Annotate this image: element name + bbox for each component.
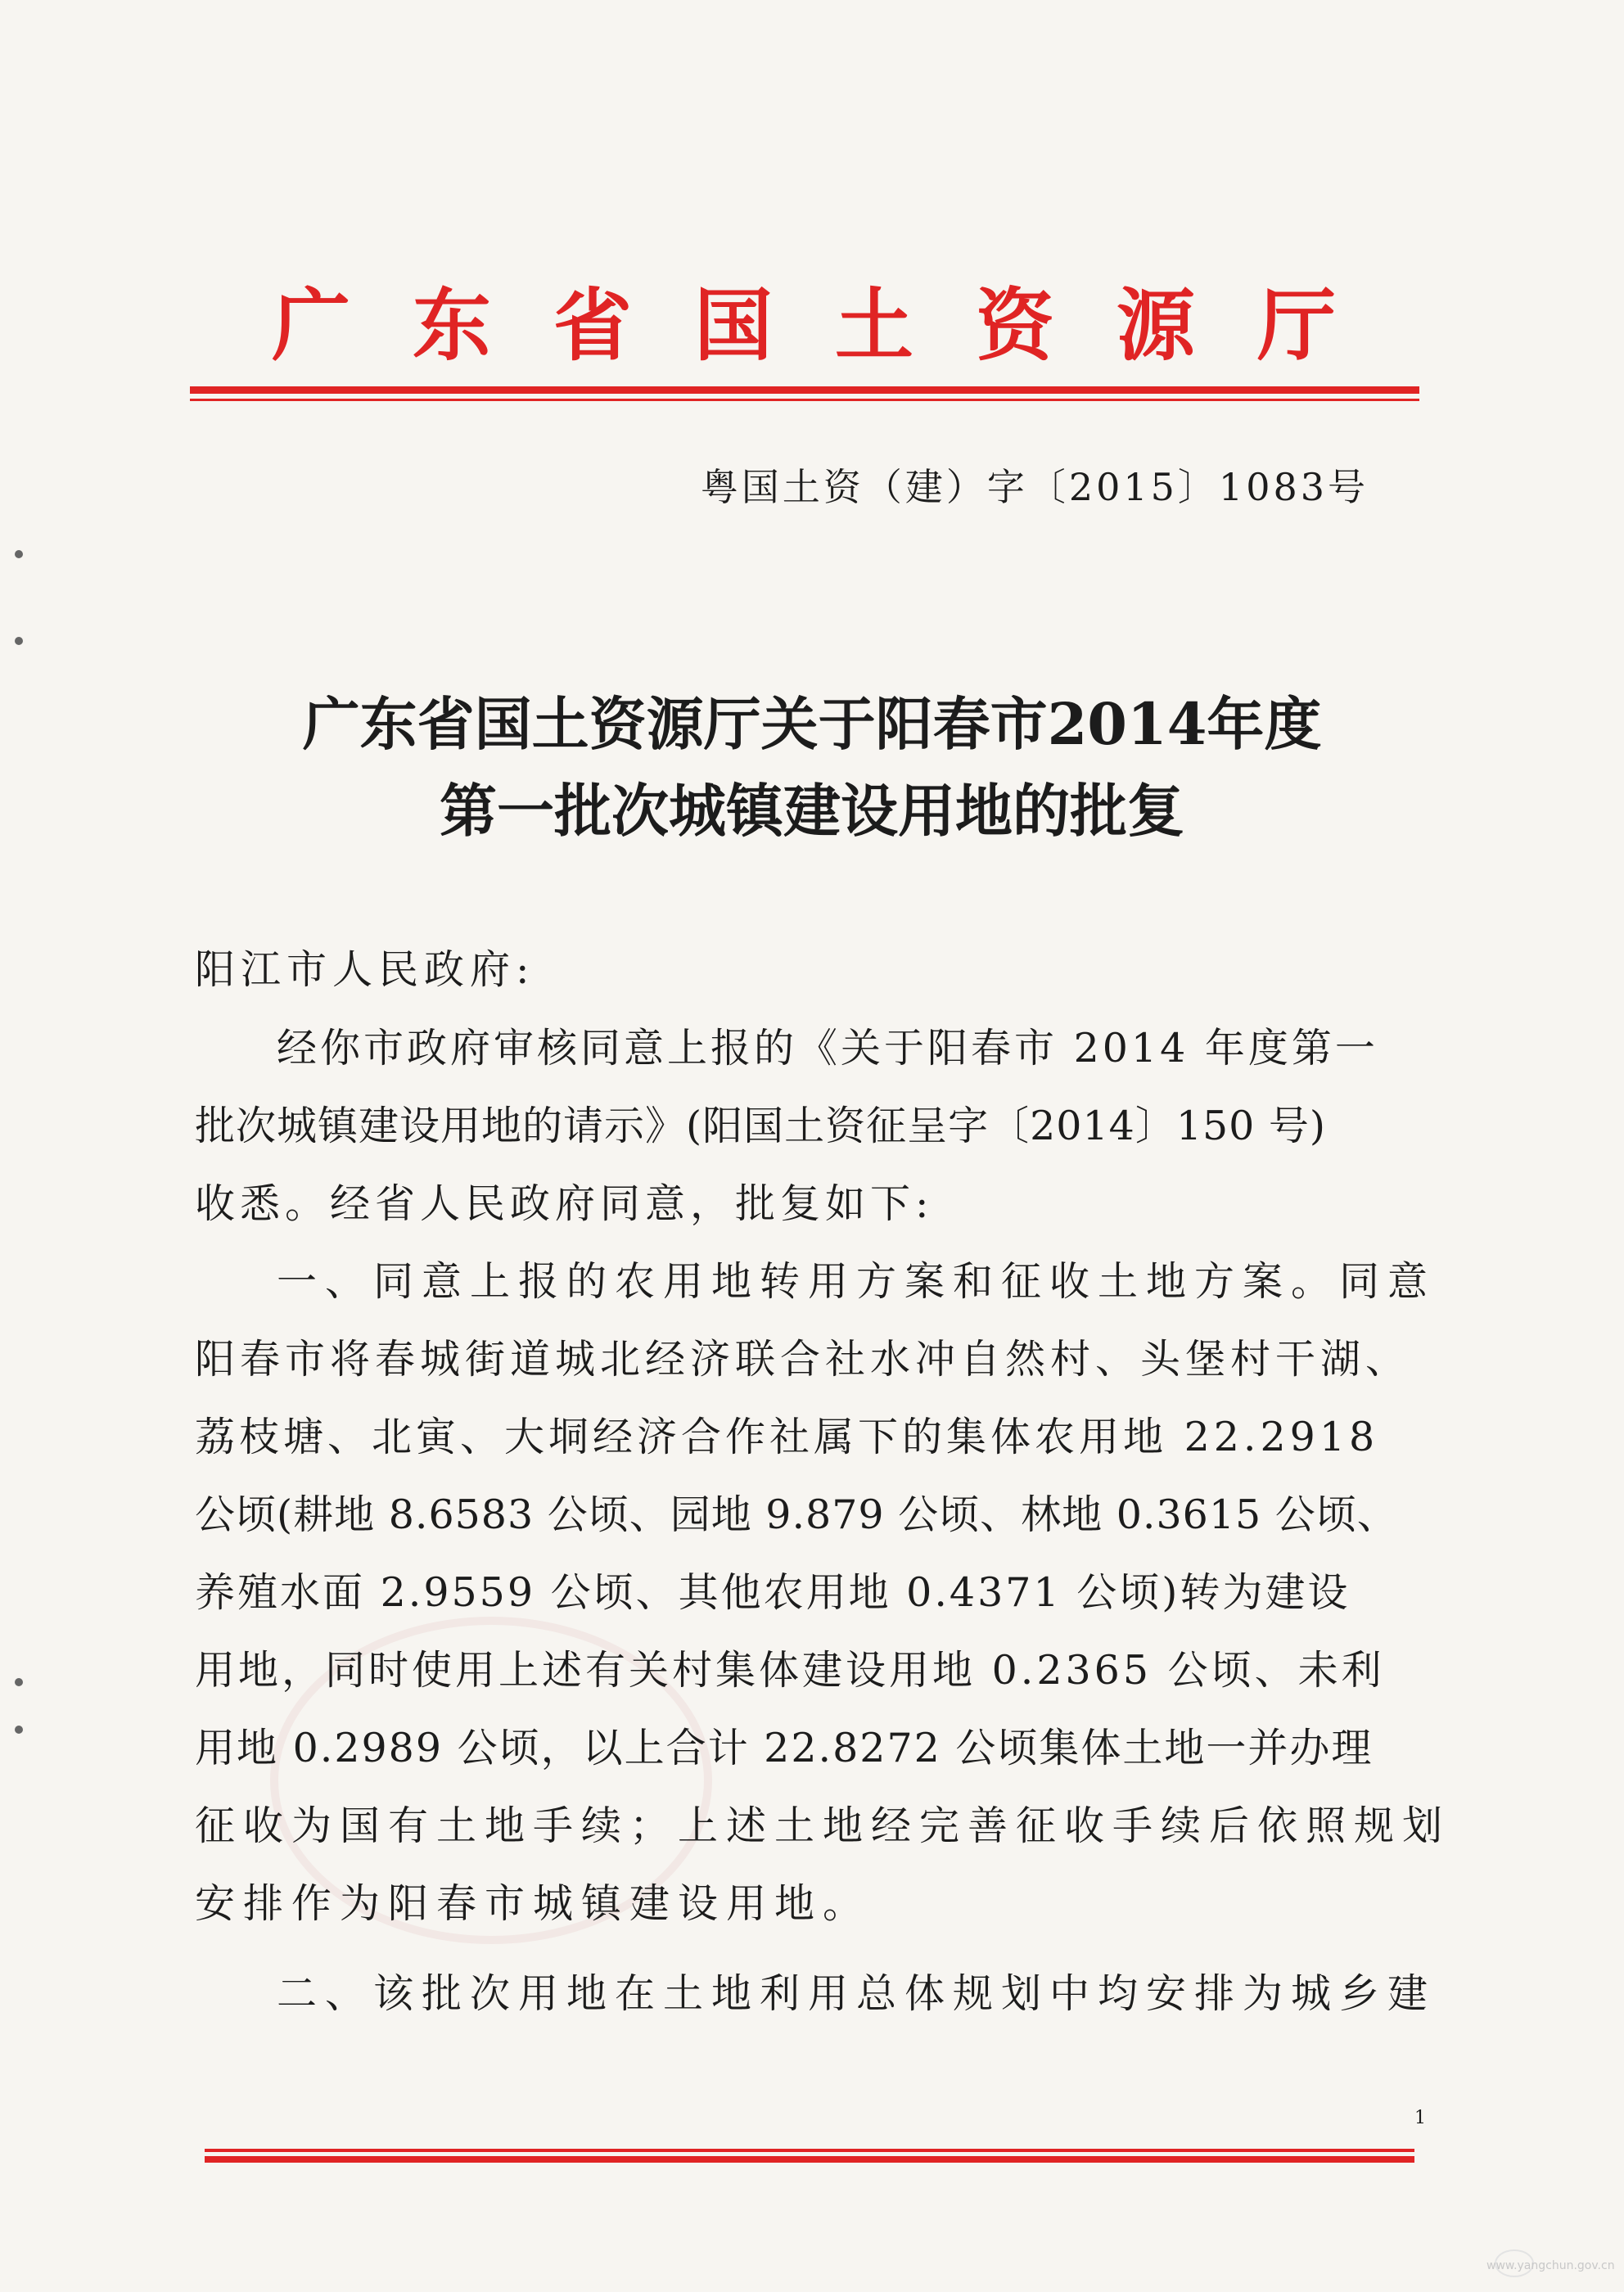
masthead-char: 广 — [272, 280, 350, 372]
paragraph-line: 一、同意上报的农用地转用方案和征收土地方案。同意 — [277, 1258, 1437, 1305]
paragraph-line: 安排作为阳春市城镇建设用地。 — [195, 1880, 872, 1927]
paragraph-line: 公顷(耕地 8.6583 公顷、园地 9.879 公顷、林地 0.3615 公顷、 — [195, 1491, 1398, 1538]
masthead-char: 省 — [553, 280, 632, 372]
salutation: 阳江市人民政府: — [195, 946, 535, 993]
masthead-char: 东 — [413, 280, 491, 372]
punch-hole — [15, 1678, 23, 1686]
punch-hole — [15, 637, 23, 645]
paragraph-line: 征收为国有土地手续；上述土地经完善征收手续后依照规划 — [195, 1802, 1451, 1849]
masthead-char: 国 — [694, 280, 773, 372]
punch-hole — [15, 1726, 23, 1734]
red-rule-thick — [190, 386, 1419, 394]
site-watermark: www.yangchun.gov.cn — [1486, 2259, 1615, 2272]
paragraph-line: 用地 0.2989 公顷，以上合计 22.8272 公顷集体土地一并办理 — [195, 1725, 1374, 1771]
punch-hole — [15, 550, 23, 558]
paragraph-line: 阳春市将春城街道城北经济联合社水冲自然村、头堡村干湖、 — [195, 1336, 1411, 1383]
paragraph-line: 二、该批次用地在土地利用总体规划中均安排为城乡建 — [277, 1970, 1437, 2017]
paragraph-line: 养殖水面 2.9559 公顷、其他农用地 0.4371 公顷)转为建设 — [195, 1569, 1351, 1616]
paragraph-line: 荔枝塘、北寅、大垌经济合作社属下的集体农用地 22.2918 — [195, 1414, 1379, 1460]
paragraph-line: 批次城镇建设用地的请示》(阳国土资征呈字〔2014〕150 号) — [195, 1103, 1327, 1149]
document-number: 粤国土资（建）字〔2015〕1083号 — [700, 465, 1369, 509]
red-rule-thin — [205, 2149, 1414, 2152]
paragraph-line: 收悉。经省人民政府同意，批复如下: — [195, 1180, 934, 1227]
masthead — [272, 277, 1336, 375]
paragraph-line: 用地，同时使用上述有关村集体建设用地 0.2365 公顷、未利 — [195, 1647, 1385, 1694]
title-line-2: 第一批次城镇建设用地的批复 — [440, 777, 1184, 845]
title-line-1: 广东省国土资源厅关于阳春市2014年度 — [302, 690, 1322, 758]
masthead-char: 资 — [976, 280, 1054, 372]
paragraph-line: 经你市政府审核同意上报的《关于阳春市 2014 年度第一 — [277, 1025, 1378, 1072]
page-number: 1 — [1414, 2108, 1426, 2128]
masthead-char: 土 — [835, 280, 914, 372]
masthead-char: 源 — [1116, 280, 1195, 372]
masthead-char: 厅 — [1257, 280, 1336, 372]
red-rule-thin — [190, 399, 1419, 401]
red-rule-thick — [205, 2156, 1414, 2163]
